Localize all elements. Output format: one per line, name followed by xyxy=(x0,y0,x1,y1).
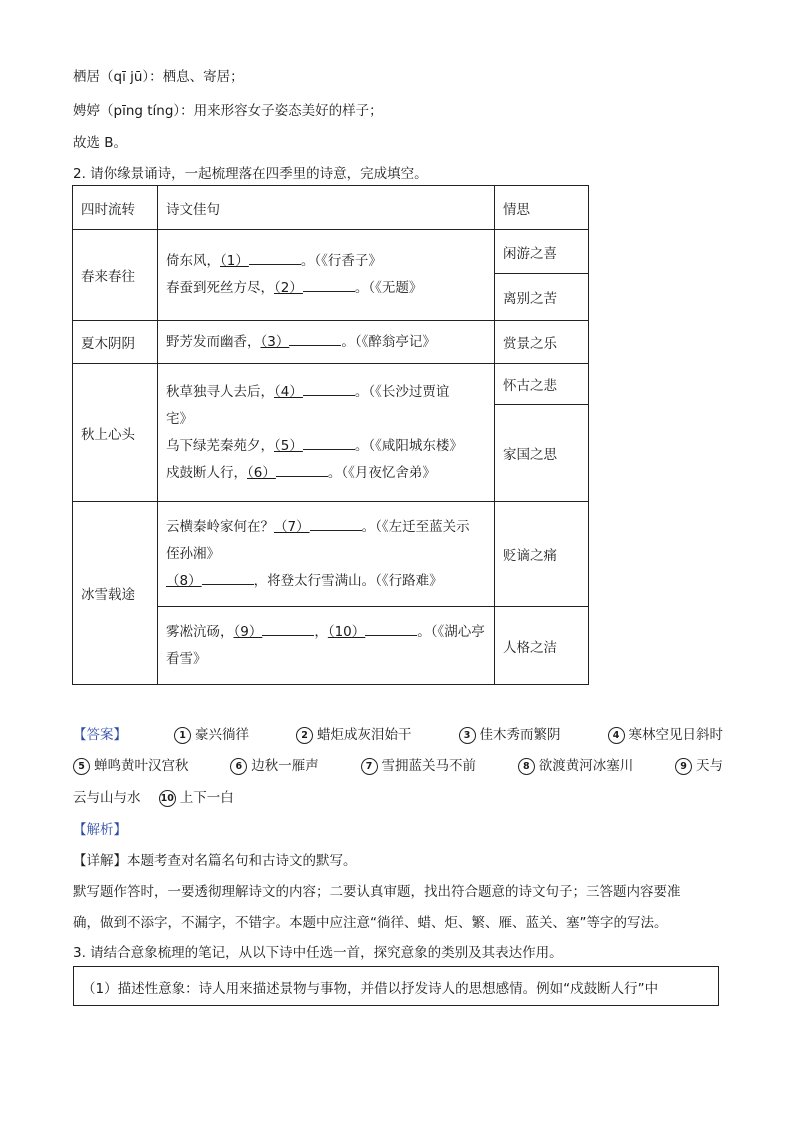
winter-lines-1: 云横秦岭家何在？（7） 。（《左迁至蓝关示 侄孙湘》 （8） ，将登太行雪满山。（《行路难》 xyxy=(158,502,495,607)
answer-item: 4 寒林空见日斜时 xyxy=(608,723,724,744)
answer-item: 10 上下一白 xyxy=(160,790,234,806)
question-2-title: 2. 请你缘景诵诗，一起梳理落在四季里的诗意，完成填空。 xyxy=(73,166,428,182)
table-row xyxy=(73,364,589,405)
list-item: 雾凇沆砀，（9） ，（10） 。（《湖心亭 xyxy=(166,623,485,640)
list-item: 乌下绿芜秦苑夕，（5） 。（《咸阳城东楼》 xyxy=(166,437,463,454)
list-item: （8） ，将登太行雪满山。（《行路难》 xyxy=(166,572,443,589)
analysis-label: 【解析】 xyxy=(73,822,127,838)
summer-lines: 野芳发而幽香，（3） 。（《醉翁亭记》 xyxy=(158,321,495,364)
analysis-detail: 【详解】本题考查对名篇名句和古诗文的默写。 xyxy=(73,853,357,869)
answer-item: 8 欲渡黄河冰塞川 xyxy=(518,754,634,775)
season-autumn: 秋上心头 xyxy=(73,364,158,502)
autumn-lines: 秋草独寻人去后，（4） 。（《长沙过贾谊 宅》 乌下绿芜秦苑夕，（5） 。（《咸阳城东楼》 戍鼓断人行，（6） 。（《月夜忆舍弟》 xyxy=(158,364,495,502)
analysis-paragraph-2: 确，做到不添字，不漏字，不错字。本题中应注意“徜徉、蜡、炬、繁、雁、蓝关、塞”等字的写法。 xyxy=(73,915,668,931)
intro-line-3: 故选 B。 xyxy=(73,135,128,151)
emotion-autumn-1: 怀古之悲 xyxy=(495,364,589,405)
answer-item: 7 雪拥蓝关马不前 xyxy=(361,754,477,775)
emotion-spring-1: 闲游之喜 xyxy=(495,230,589,274)
answer-row-1 xyxy=(73,723,723,744)
answer-item: 2 蜡炬成灰泪始干 xyxy=(296,723,412,744)
emotion-winter-1: 贬谪之痛 xyxy=(495,502,589,607)
answer-item: 3 佳木秀而繁阴 xyxy=(459,723,561,744)
intro-line-1: 栖居（qī jū）：栖息、寄居； xyxy=(73,69,244,85)
answer-label: 【答案】 xyxy=(73,727,127,743)
list-item: 云横秦岭家何在？（7） 。（《左迁至蓝关示 xyxy=(166,518,470,535)
season-summer: 夏木阴阴 xyxy=(73,321,158,364)
winter-lines-2: 雾凇沆砀，（9） ，（10） 。（《湖心亭 看雪》 xyxy=(158,607,495,685)
header-emotion: 情思 xyxy=(495,186,589,230)
emotion-summer: 赏景之乐 xyxy=(495,321,589,364)
emotion-autumn-2: 家国之思 xyxy=(495,405,589,502)
season-winter: 冰雪载途 xyxy=(73,502,158,685)
table-row xyxy=(73,502,589,607)
notes-box: （1）描述性意象：诗人用来描述景物与事物，并借以抒发诗人的思想感情。例如“戍鼓断人行”中 xyxy=(73,966,719,1006)
list-item: 春蚕到死丝方尽，（2） 。（《无题》 xyxy=(166,280,423,296)
poem-table xyxy=(72,185,589,685)
table-row xyxy=(73,321,589,364)
answer-item: 5 蝉鸣黄叶汉宫秋 xyxy=(73,754,189,775)
table-header-row xyxy=(73,186,589,230)
list-item: 倚东风，（1） 。（《行香子》 xyxy=(166,253,382,269)
answer-row-2 xyxy=(73,754,723,775)
header-season: 四时流转 xyxy=(73,186,158,230)
season-spring: 春来春往 xyxy=(73,230,158,321)
spring-lines xyxy=(158,230,495,321)
answer-item: 6 边秋一雁声 xyxy=(230,754,319,775)
question-3-title: 3. 请结合意象梳理的笔记，从以下诗中任选一首，探究意象的类别及其表达作用。 xyxy=(73,945,563,961)
answer-row-3: 云与山与水 10 上下一白 xyxy=(73,790,234,806)
analysis-paragraph-1: 默写题作答时，一要透彻理解诗文的内容；二要认真审题，找出符合题意的诗文句子；三答题内容要准 xyxy=(73,884,681,900)
table-row xyxy=(73,230,589,274)
list-item: 秋草独寻人去后，（4） 。（《长沙过贾谊 xyxy=(166,383,450,400)
header-lines: 诗文佳句 xyxy=(158,186,495,230)
answer-item: 1 豪兴徜徉 xyxy=(174,723,249,744)
emotion-winter-2: 人格之洁 xyxy=(495,607,589,685)
answer-item: 9 天与 xyxy=(675,754,723,775)
list-item: 戍鼓断人行，（6） 。（《月夜忆舍弟》 xyxy=(166,464,436,481)
emotion-spring-2: 离别之苦 xyxy=(495,274,589,321)
intro-line-2: 娉婷（pīng tíng）：用来形容女子姿态美好的样子； xyxy=(73,103,383,119)
